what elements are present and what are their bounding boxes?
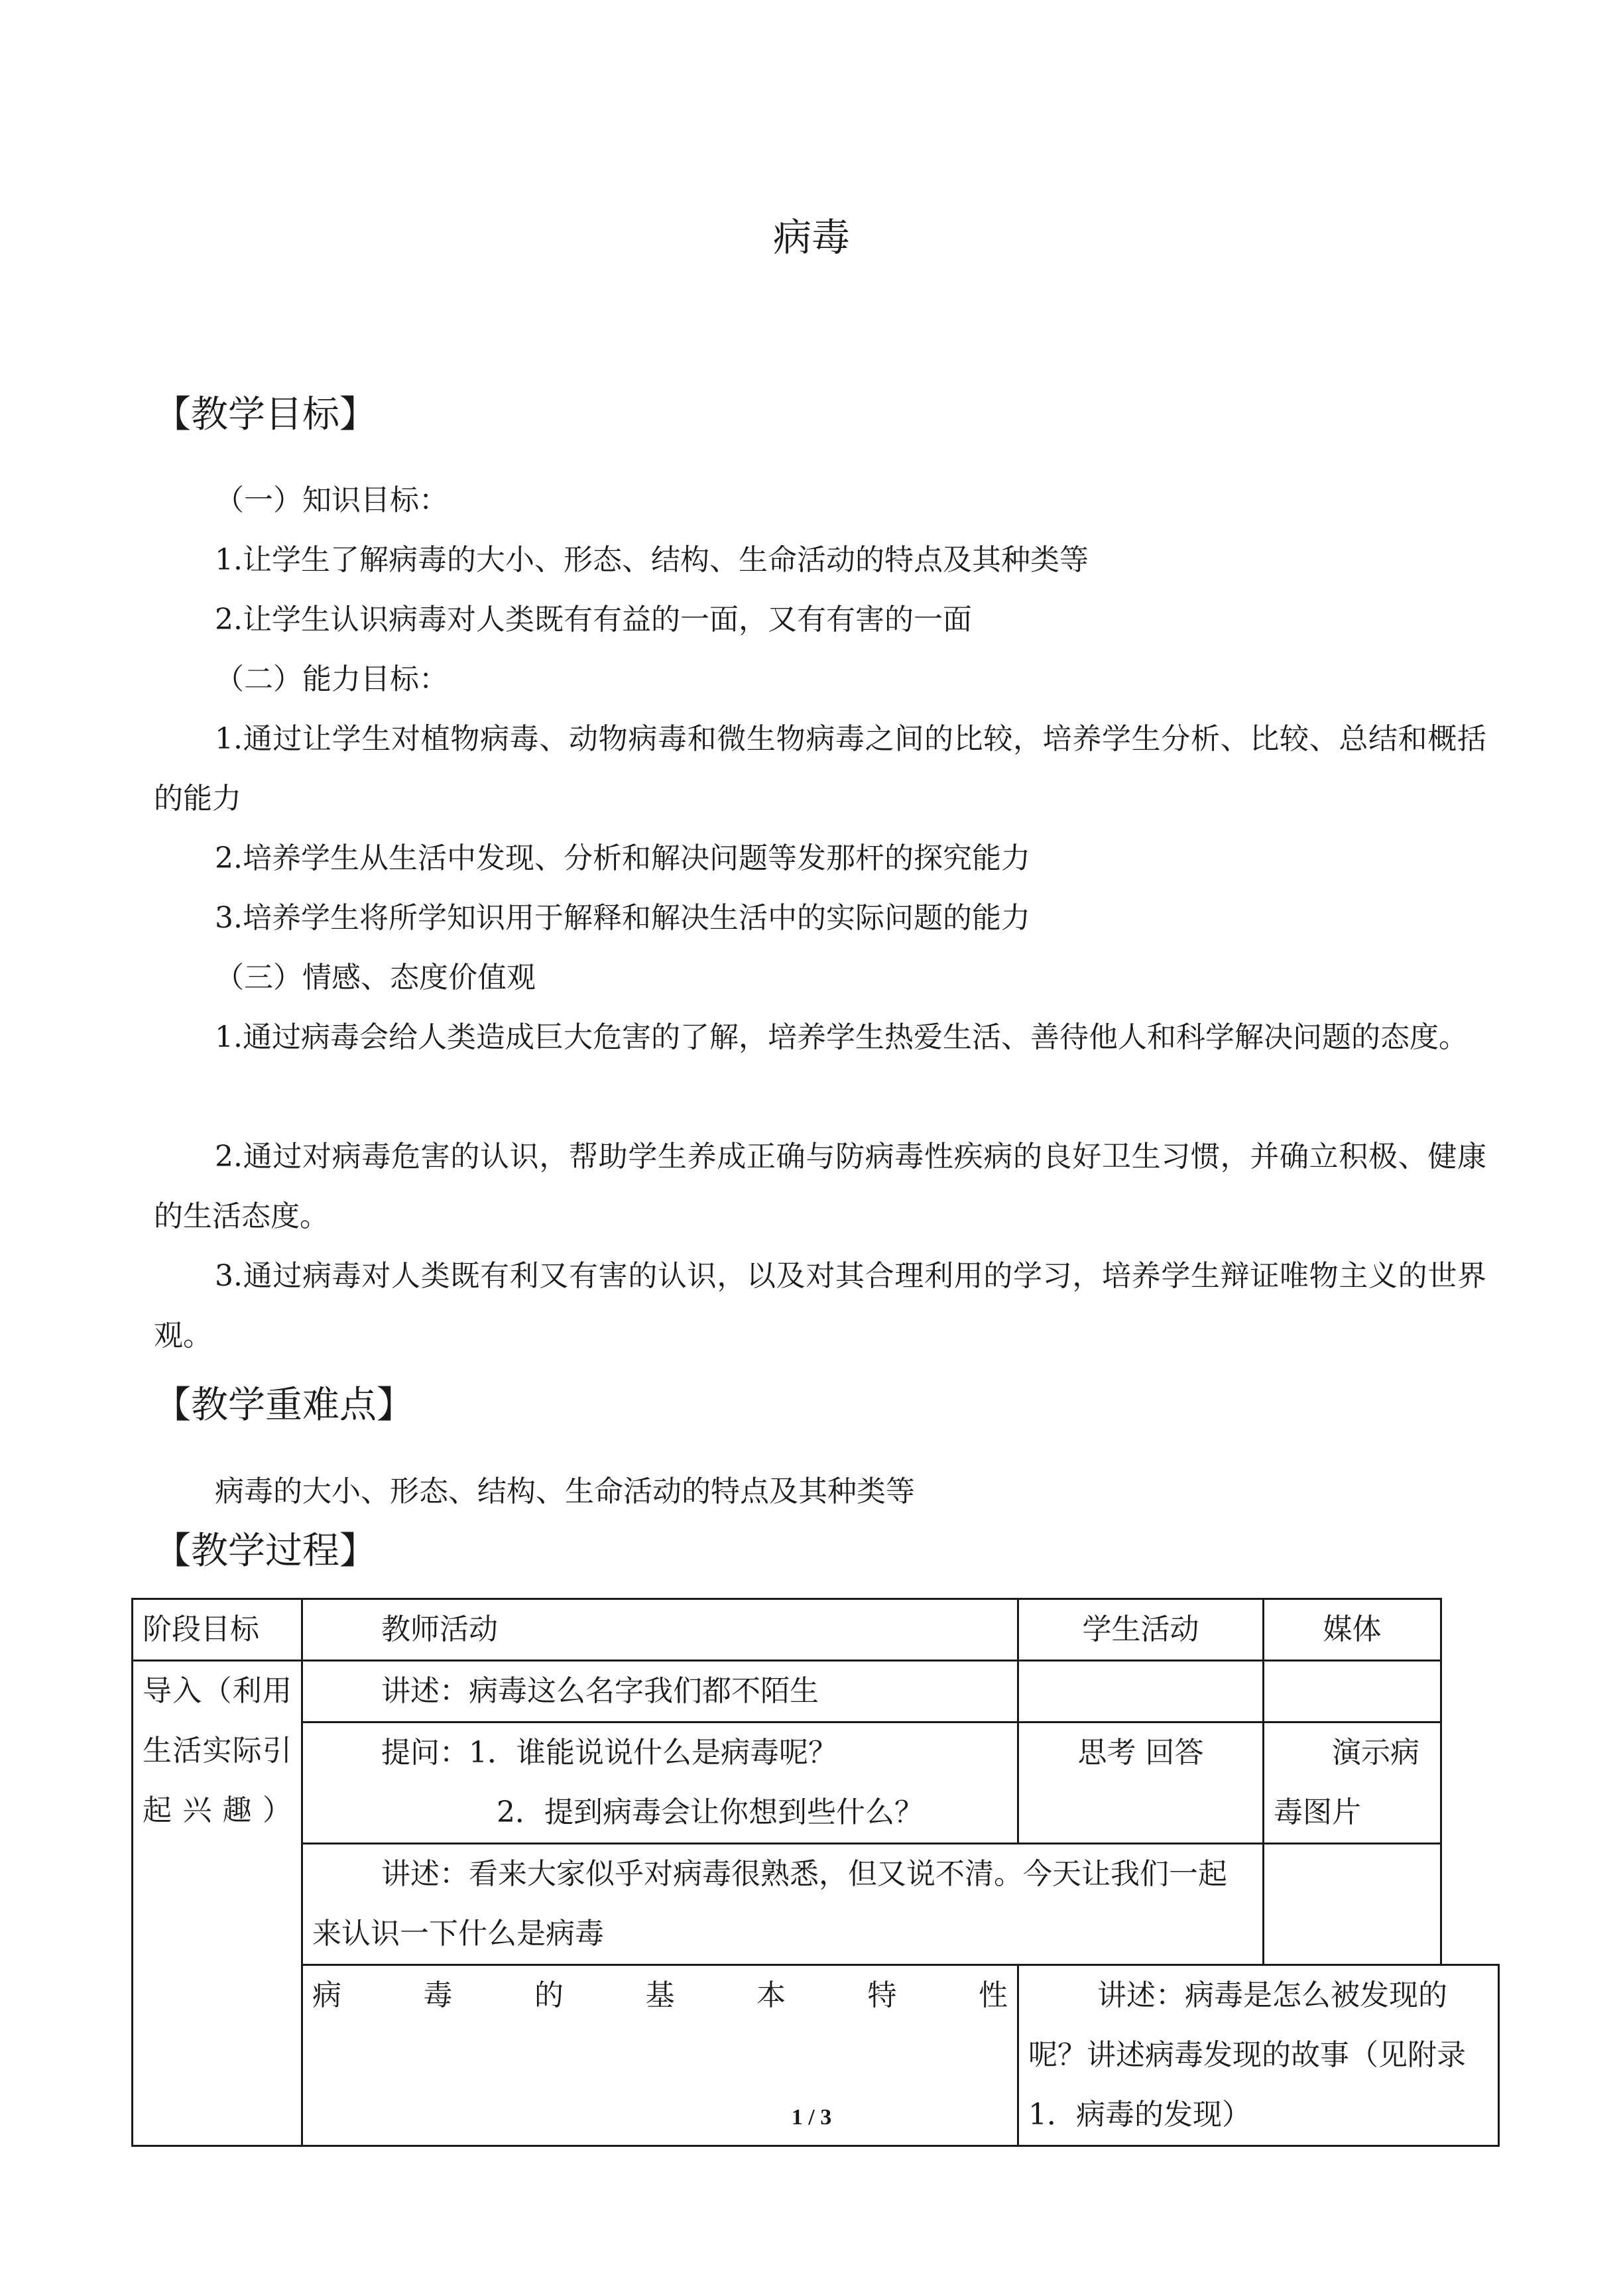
ability-item-1: 1.通过让学生对植物病毒、动物病毒和微生物病毒之间的比较，培养学生分析、比较、总结和概括的能力: [154, 722, 1486, 816]
subheading-emotion: （三）情感、态度价值观: [215, 961, 536, 995]
teacher-question-1: 提问：1．谁能说说什么是病毒呢？: [381, 1736, 837, 1770]
page-number: 1 / 3: [791, 2105, 832, 2130]
emotion-item-2: 2.通过对病毒危害的认识，帮助学生养成正确与防病毒性疾病的良好卫生习惯，并确立积极、健康的生活态度。: [154, 1140, 1486, 1233]
teaching-process-table: [131, 1598, 1500, 2147]
teacher-question-2: 2．提到病毒会让你想到些什么？: [497, 1795, 924, 1829]
media-cell: [1264, 1844, 1441, 1965]
teacher-cell: 讲述：病毒是怎么被发现的呢？讲述病毒发现的故事（见附录 1．病毒的发现）: [1018, 1965, 1499, 2146]
stage-cell-intro: 导入（利用生活实际引起兴趣）: [133, 1661, 302, 2146]
teacher-cell: [302, 1722, 1018, 1844]
table-row: [133, 1722, 1499, 1844]
table-header-row: [133, 1599, 1499, 1661]
table-row: [133, 1844, 1499, 1965]
student-cell: [1018, 1661, 1264, 1722]
section-heading-process: 【教学过程】: [154, 1530, 377, 1573]
knowledge-item-1: 1.让学生了解病毒的大小、形态、结构、生命活动的特点及其种类等: [215, 543, 1089, 577]
teacher-cell: 讲述：病毒这么名字我们都不陌生: [302, 1661, 1018, 1722]
header-stage: 阶段目标: [133, 1599, 302, 1661]
section-heading-goals: 【教学目标】: [154, 393, 377, 436]
student-cell: 思考 回答: [1018, 1722, 1264, 1844]
teacher-cell: 讲述：看来大家似乎对病毒很熟悉，但又说不清。今天让我们一起来认识一下什么是病毒: [302, 1844, 1264, 1965]
header-media: 媒体: [1264, 1599, 1441, 1661]
stage-cell-basic: 病毒的基本特性: [302, 1965, 1018, 2146]
subheading-ability: （二）能力目标：: [215, 662, 448, 696]
section-heading-key-points: 【教学重难点】: [154, 1384, 414, 1427]
table-row: [133, 1661, 1499, 1722]
media-cell: 演示病毒图片: [1264, 1722, 1441, 1844]
key-points-text: 病毒的大小、形态、结构、生命活动的特点及其种类等: [215, 1475, 915, 1508]
knowledge-item-2: 2.让学生认识病毒对人类既有有益的一面，又有有害的一面: [215, 603, 972, 636]
emotion-item-3: 3.通过病毒对人类既有利又有害的认识，以及对其合理利用的学习，培养学生辩证唯物主义的世界观。: [154, 1259, 1486, 1353]
ability-item-3: 3.培养学生将所学知识用于解释和解决生活中的实际问题的能力: [215, 901, 1030, 935]
ability-item-2: 2.培养学生从生活中发现、分析和解决问题等发那杆的探究能力: [215, 841, 1030, 875]
header-student: 学生活动: [1018, 1599, 1264, 1661]
media-cell: [1264, 1661, 1441, 1722]
subheading-knowledge: （一）知识目标：: [215, 483, 448, 517]
page-title: 病毒: [772, 215, 850, 260]
header-teacher: 教师活动: [302, 1599, 1018, 1661]
emotion-item-1: 1.通过病毒会给人类造成巨大危害的了解，培养学生热爱生活、善待他人和科学解决问题的态度。: [215, 1020, 1468, 1054]
